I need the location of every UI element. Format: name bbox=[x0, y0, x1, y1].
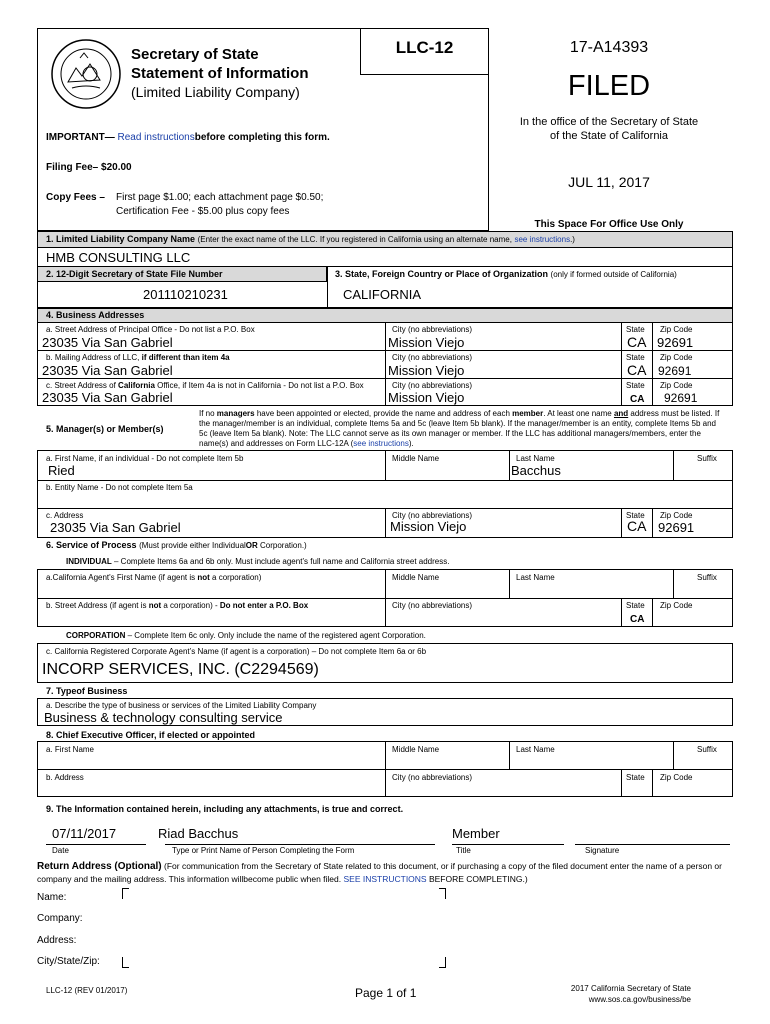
section-5-label: 5. Manager(s) or Member(s) bbox=[46, 424, 164, 434]
section-3-label: 3. State, Foreign Country or Place of Organization (only if formed outside of California) bbox=[335, 269, 677, 279]
ceo-state-label: State bbox=[626, 773, 645, 782]
signature-caption: Signature bbox=[585, 846, 620, 855]
title-caption: Title bbox=[456, 846, 471, 855]
address-4b-city-label: City (no abbreviations) bbox=[392, 353, 473, 362]
return-city-label: City/State/Zip: bbox=[37, 956, 100, 967]
file-number: 17-A14393 bbox=[569, 39, 649, 56]
section-5-instructions: If no managers have been appointed or elected, provide the name and address of each member. At least one name and address must be listed. If the manager/member is an individual, complete Items 5a and 5c (leave Item 5b blank). If the manager/member is an entity, complete Items 5b and 5c (leave Item 5a blank). Note: The LLC cannot serve as its own manager or member. If the LLC has additional managers/members, enter the name(s) and addresses on Form LLC-12A (see instructions). bbox=[199, 409, 720, 448]
address-4c-state-label: State bbox=[626, 381, 645, 390]
manager-first-name: Ried bbox=[48, 463, 75, 478]
return-address-instructions: Return Address (Optional) (For communication from the Secretary of State related to this document, or if purchasing a copy of the filed document enter the name of a person or company and the mailing address. This information willbecome public when filed. SEE INSTRUCTIONS BEFORE COMPLETING.) bbox=[37, 861, 722, 884]
address-4b-value: 23035 Via San Gabriel bbox=[42, 363, 173, 378]
section-8-label: 8. Chief Executive Officer, if elected or appointed bbox=[46, 730, 256, 740]
manager-state: CA bbox=[627, 518, 647, 534]
manager-suffix-label: Suffix bbox=[697, 454, 717, 463]
filed-status: FILED bbox=[567, 70, 651, 102]
section-1-label: 1. Limited Liability Company Name (Enter the exact name of the LLC. If you registered in California using an alternate name, see instructions.) bbox=[46, 234, 575, 244]
section-4-label: 4. Business Addresses bbox=[46, 310, 145, 320]
section-7-label: 7. Typeof Business bbox=[46, 686, 128, 696]
copy-fees-line-1: First page $1.00; each attachment page $0.50; bbox=[116, 192, 324, 203]
address-4c-zip-label: Zip Code bbox=[660, 381, 693, 390]
ceo-first-name-label: a. First Name bbox=[46, 745, 95, 754]
address-4c-city-label: City (no abbreviations) bbox=[392, 381, 473, 390]
address-4c-value: 23035 Via San Gabriel bbox=[42, 390, 173, 405]
ceo-middle-name-label: Middle Name bbox=[392, 745, 440, 754]
form-code-bottom bbox=[360, 74, 489, 75]
agent-city-label: City (no abbreviations) bbox=[392, 601, 473, 610]
agent-street-label: b. Street Address (if agent is not a corporation) - Do not enter a P.O. Box bbox=[46, 601, 309, 610]
form-revision: LLC-12 (REV 01/2017) bbox=[46, 986, 128, 995]
return-company-label: Company: bbox=[37, 913, 83, 924]
section-5-instructions-link[interactable]: see instructions bbox=[353, 439, 409, 448]
address-4a-zip-label: Zip Code bbox=[660, 325, 693, 334]
corporate-agent-value: INCORP SERVICES, INC. (C2294569) bbox=[42, 661, 319, 678]
office-line-1: In the office of the Secretary of State bbox=[519, 116, 699, 128]
address-4b-state: CA bbox=[627, 362, 647, 378]
page-number: Page 1 of 1 bbox=[355, 986, 417, 1000]
title-line-3: (Limited Liability Company) bbox=[131, 84, 300, 100]
ceo-city-label: City (no abbreviations) bbox=[392, 773, 473, 782]
return-name-label: Name: bbox=[37, 892, 67, 903]
office-use-caption: This Space For Office Use Only bbox=[534, 219, 684, 230]
corporate-agent-label: c. California Registered Corporate Agent’s Name (if agent is a corporation) – Do not complete Item 6a or 6b bbox=[46, 647, 427, 656]
business-type-value: Business & technology consulting service bbox=[44, 710, 283, 725]
address-4b-zip: 92691 bbox=[658, 364, 692, 378]
signer-title: Member bbox=[452, 826, 500, 841]
filed-date: JUL 11, 2017 bbox=[568, 174, 650, 190]
section-9-label: 9. The Information contained herein, including any attachments, is true and correct. bbox=[46, 804, 404, 814]
office-line-2: of the State of California bbox=[549, 130, 668, 142]
california-state-seal bbox=[50, 38, 122, 110]
address-4b-state-label: State bbox=[626, 353, 645, 362]
signature-line[interactable] bbox=[575, 844, 730, 845]
manager-address: 23035 Via San Gabriel bbox=[50, 520, 181, 535]
section-2-label: 2. 12-Digit Secretary of State File Number bbox=[46, 269, 223, 279]
agent-middle-name-label: Middle Name bbox=[392, 573, 440, 582]
manager-address-label: c. Address bbox=[46, 511, 84, 520]
form-code: LLC-12 bbox=[395, 38, 454, 57]
address-4c-city: Mission Viejo bbox=[388, 390, 465, 405]
address-4c-label: c. Street Address of California Office, if Item 4a is not in California - Do not list a P.O. Box bbox=[46, 381, 364, 390]
section-6-label: 6. Service of Process (Must provide either IndividualOR Corporation.) bbox=[46, 540, 307, 550]
seal-graphic bbox=[50, 38, 122, 110]
agent-zip-label: Zip Code bbox=[660, 601, 693, 610]
read-instructions-link[interactable]: Read instructions bbox=[117, 132, 195, 143]
section-2-3-divider bbox=[327, 266, 328, 308]
signature-date: 07/11/2017 bbox=[52, 826, 117, 841]
address-4c-state: CA bbox=[630, 394, 645, 405]
manager-last-name-label: Last Name bbox=[516, 454, 555, 463]
address-4a-city: Mission Viejo bbox=[388, 335, 465, 350]
agent-state-label: State bbox=[626, 601, 645, 610]
address-4a-zip: 92691 bbox=[657, 335, 694, 350]
address-4b-zip-label: Zip Code bbox=[660, 353, 693, 362]
address-4a-city-label: City (no abbreviations) bbox=[392, 325, 473, 334]
date-caption: Date bbox=[52, 846, 69, 855]
manager-entity-name-label: b. Entity Name - Do not complete Item 5a bbox=[46, 483, 193, 492]
address-4a-state: CA bbox=[627, 334, 647, 350]
section-6-individual-note: INDIVIDUAL – Complete Items 6a and 6b only. Must include agent’s full name and California street address. bbox=[66, 557, 450, 566]
date-line bbox=[46, 844, 146, 845]
address-4b-city: Mission Viejo bbox=[388, 363, 465, 378]
ceo-zip-label: Zip Code bbox=[660, 773, 693, 782]
manager-state-label: State bbox=[626, 511, 645, 520]
title-line-2: Statement of Information bbox=[131, 65, 309, 82]
ceo-last-name-label: Last Name bbox=[516, 745, 555, 754]
section-1-instructions-link[interactable]: see instructions bbox=[514, 235, 571, 244]
address-4a-label: a. Street Address of Principal Office - Do not list a P.O. Box bbox=[46, 325, 255, 334]
manager-zip-label: Zip Code bbox=[660, 511, 693, 520]
name-line bbox=[165, 844, 435, 845]
title-line-1: Secretary of State bbox=[131, 46, 259, 63]
copy-fees-label: Copy Fees – bbox=[46, 192, 105, 203]
ceo-address-label: b. Address bbox=[46, 773, 84, 782]
agent-state: CA bbox=[630, 614, 645, 625]
title-line bbox=[452, 844, 564, 845]
return-address-instructions-link[interactable]: SEE INSTRUCTIONS bbox=[343, 874, 427, 884]
agent-suffix-label: Suffix bbox=[697, 573, 717, 582]
filing-fee: Filing Fee– $20.00 bbox=[46, 162, 132, 173]
return-address-box[interactable] bbox=[122, 888, 446, 968]
signer-name: Riad Bacchus bbox=[158, 826, 239, 841]
name-caption: Type or Print Name of Person Completing the Form bbox=[172, 846, 355, 855]
important-note: IMPORTANT— Read instructionsbefore completing this form. bbox=[46, 132, 330, 143]
place-of-organization-value: CALIFORNIA bbox=[343, 287, 422, 302]
llc-name-value: HMB CONSULTING LLC bbox=[46, 250, 191, 265]
manager-first-name-label: a. First Name, if an individual - Do not complete Item 5b bbox=[46, 454, 244, 463]
manager-zip: 92691 bbox=[658, 520, 695, 535]
manager-city: Mission Viejo bbox=[390, 519, 467, 534]
address-4a-state-label: State bbox=[626, 325, 645, 334]
agent-first-name-label: a.California Agent's First Name (if agent is not a corporation) bbox=[46, 573, 262, 582]
business-type-label: a. Describe the type of business or services of the Limited Liability Company bbox=[46, 701, 317, 710]
address-4c-zip: 92691 bbox=[664, 391, 698, 405]
footer-url[interactable]: www.sos.ca.gov/business/be bbox=[588, 995, 691, 1004]
agent-last-name-label: Last Name bbox=[516, 573, 555, 582]
address-4b-label: b. Mailing Address of LLC, if different than item 4a bbox=[46, 353, 230, 362]
manager-last-name: Bacchus bbox=[511, 463, 561, 478]
manager-middle-name-label: Middle Name bbox=[392, 454, 440, 463]
section-6-corporation-note: CORPORATION – Complete Item 6c only. Only include the name of the registered agent Corporation. bbox=[66, 631, 426, 640]
footer-copyright: 2017 California Secretary of State bbox=[570, 984, 691, 993]
address-4a-value: 23035 Via San Gabriel bbox=[42, 335, 173, 350]
return-address-label: Address: bbox=[37, 935, 77, 946]
ceo-suffix-label: Suffix bbox=[697, 745, 717, 754]
manager-city-label: City (no abbreviations) bbox=[392, 511, 473, 520]
copy-fees-line-2: Certification Fee - $5.00 plus copy fees bbox=[116, 206, 290, 217]
file-number-value: 201110210231 bbox=[143, 287, 228, 302]
